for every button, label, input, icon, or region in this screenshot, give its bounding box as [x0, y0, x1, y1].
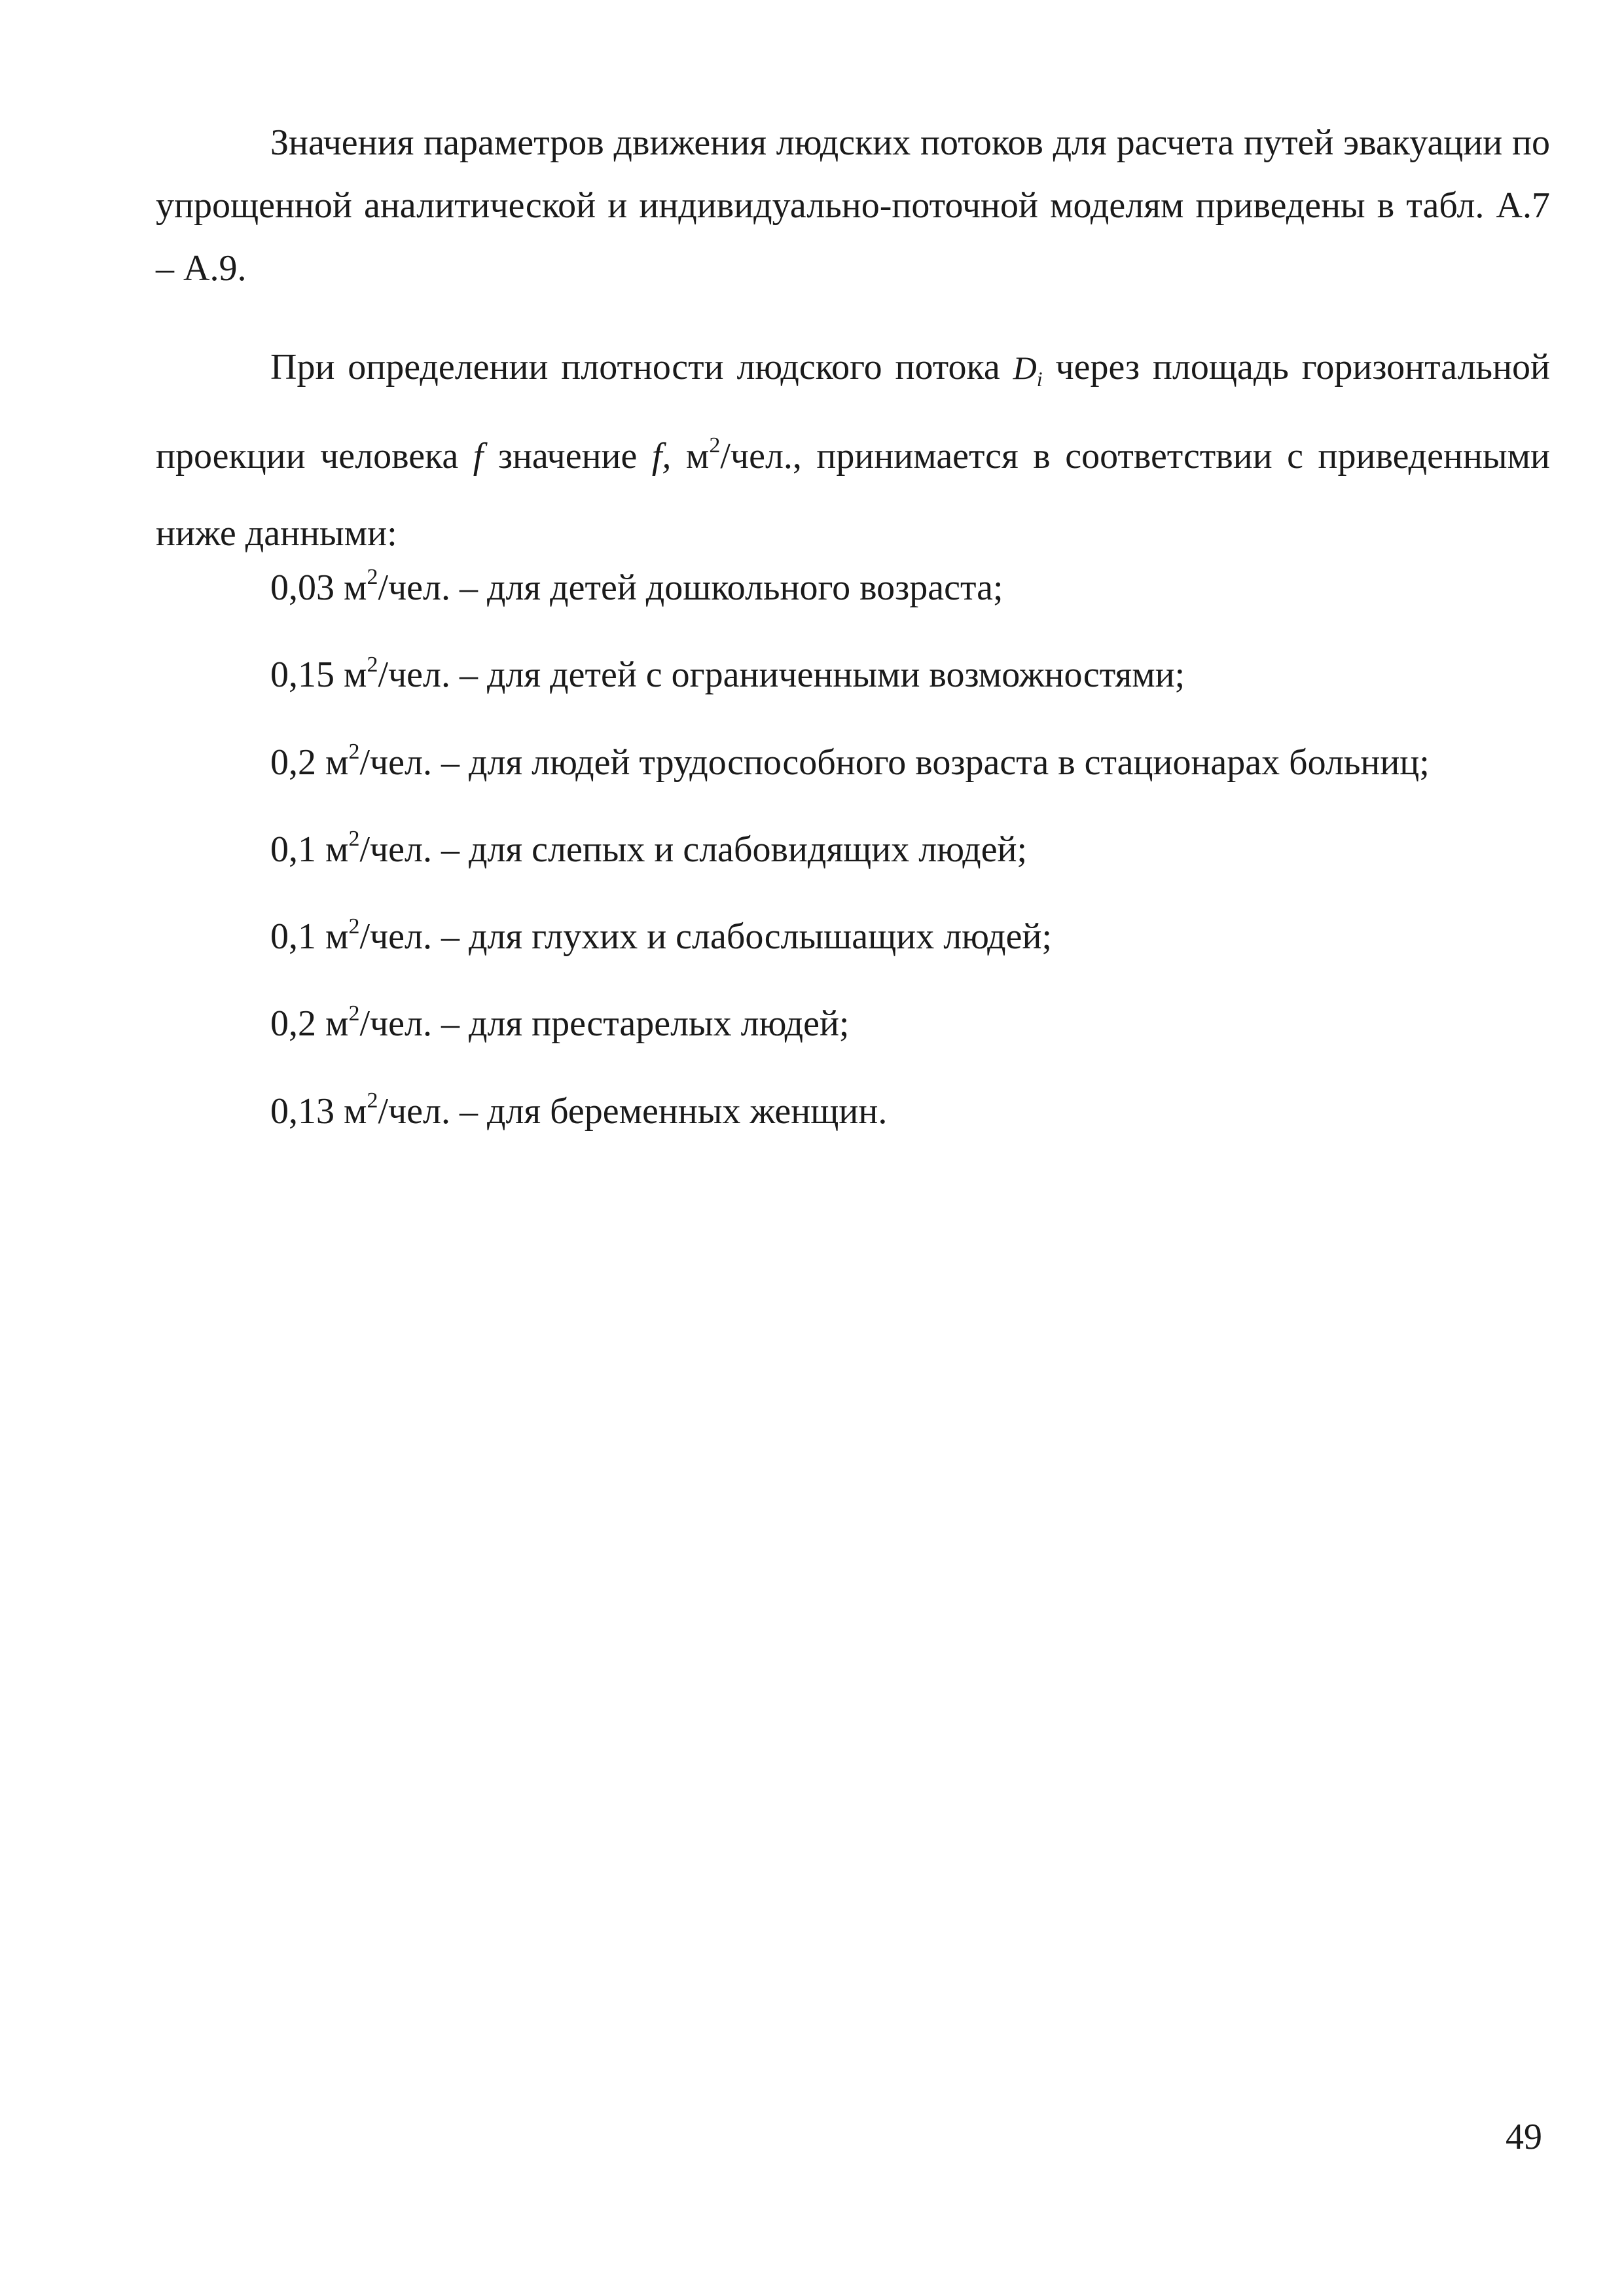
paragraph-text-start: При определении плотности людского потока — [270, 347, 1000, 387]
page-number: 49 — [1506, 2117, 1542, 2157]
paragraph-text: Значения параметров движения людских потоков для расчета путей эвакуации по упрощенной аналитической и индивидуально-поточной моделям приведены в табл. А.7 – А.9. — [156, 122, 1550, 289]
paragraph-evacuation-parameters — [156, 111, 1550, 300]
list-item: 0,1 $м^2$/чел. – для глухих и слабослышащих людей; — [270, 914, 1053, 958]
list-item: 0,13 $м^2$/чел. – для беременных женщин. — [270, 1088, 888, 1132]
list-item: 0,2 $м^2$/чел. – для престарелых людей; — [270, 1001, 850, 1045]
paragraph-text — [156, 329, 1550, 572]
variable-f-2: f, — [651, 436, 672, 476]
paragraph-text-value-word: значение — [497, 436, 638, 476]
list-item: 0,03 $м^2$/чел. – для детей дошкольного возраста; — [270, 565, 1003, 608]
paragraph-text-end: /чел., принимается в соответствии с приведенными ниже данными: — [156, 436, 1550, 554]
paragraph-density-definition — [156, 329, 1550, 572]
list-item: 0,2 $м^2$/чел. – для людей трудоспособного возраста в стационарах больниц; — [270, 739, 1430, 783]
paragraph-text-mid: через площадь горизонтальной проекции человека — [156, 347, 1551, 476]
variable-f: f — [473, 436, 484, 476]
density-values-list — [270, 556, 1430, 1167]
list-item: 0,1 $м^2$/чел. – для слепых и слабовидящих людей; — [270, 827, 1028, 870]
unit: $м^2$ — [685, 433, 721, 476]
variable-d: $D_i$ — [1013, 350, 1043, 391]
list-item: 0,15 $м^2$/чел. – для детей с ограниченными возможностями; — [270, 652, 1185, 696]
